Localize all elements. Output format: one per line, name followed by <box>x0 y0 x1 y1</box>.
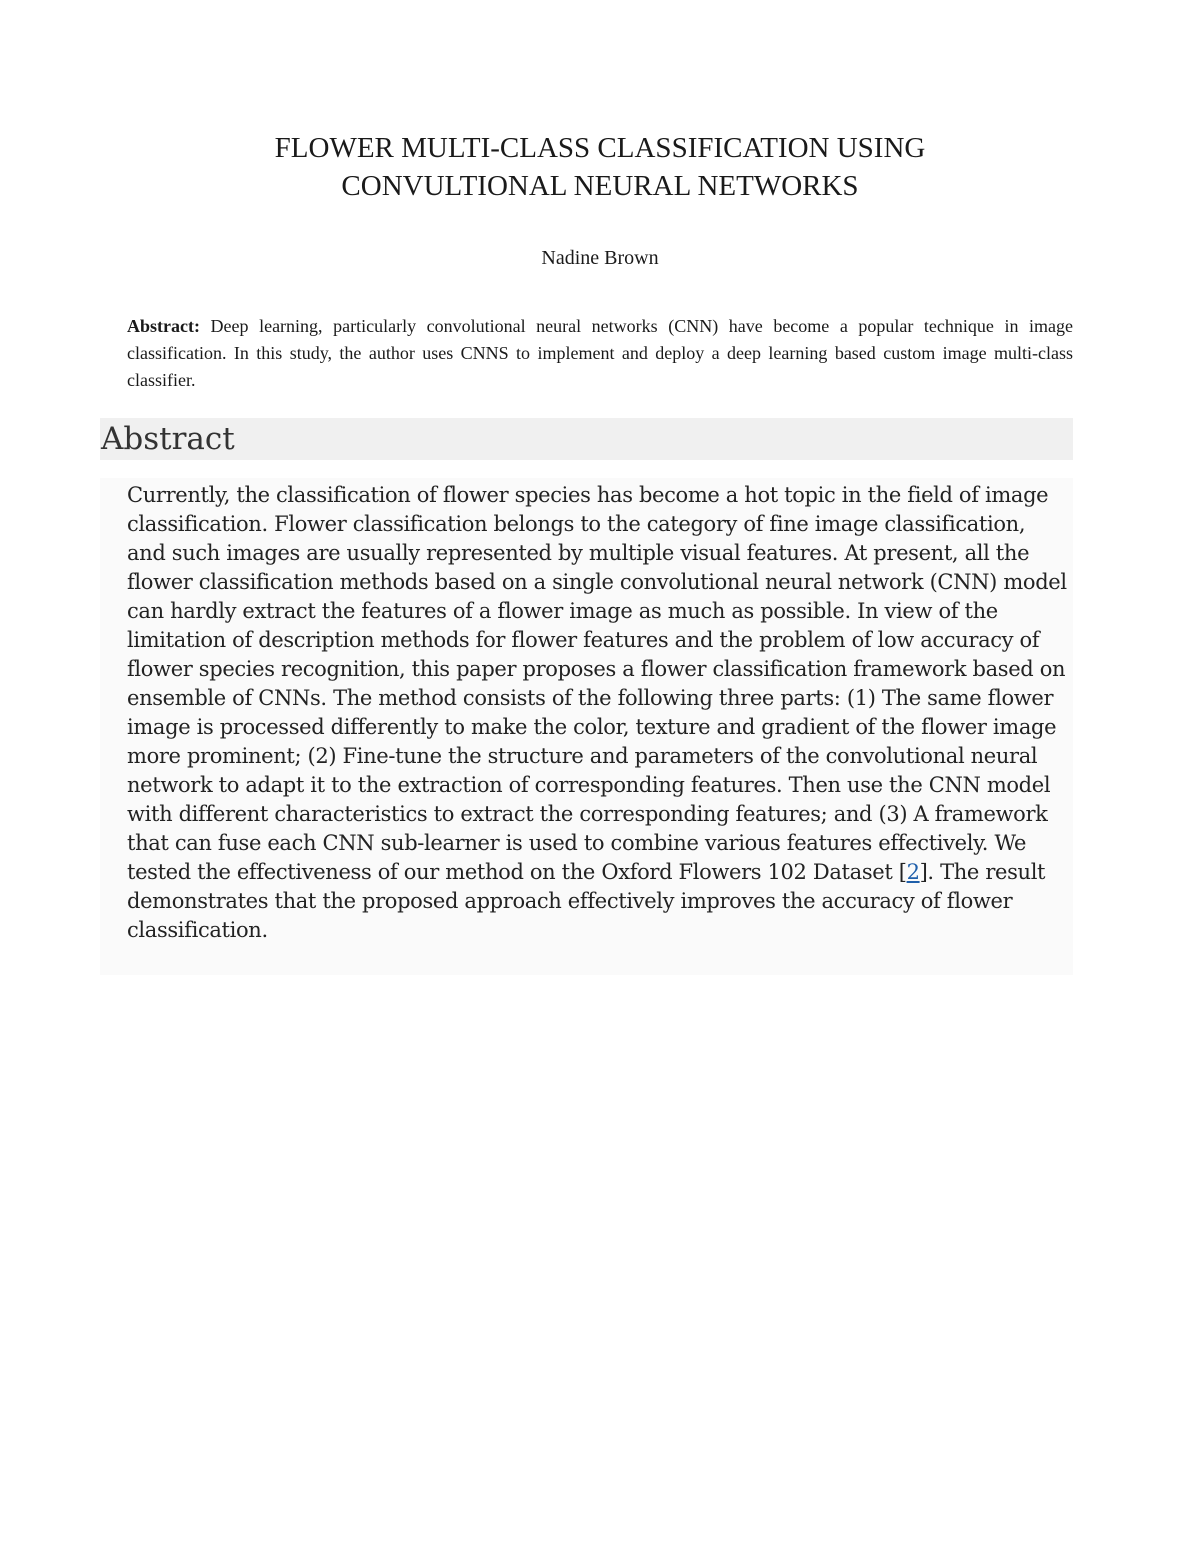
body-text-after-citation: ]. The result demonstrates that the proposed approach effectively improves the accuracy of flower classification. <box>127 860 1046 942</box>
short-abstract-label: Abstract: <box>127 316 200 336</box>
document-title-line-2: CONVULTIONAL NEURAL NETWORKS <box>341 170 859 202</box>
short-abstract-text: Deep learning, particularly convolutional neural networks (CNN) have become a popular technique in image classification. In this study, the author uses CNNS to implement and deploy a deep learning based custom image multi-class classifier. <box>127 316 1073 390</box>
document-title-line-1: FLOWER MULTI-CLASS CLASSIFICATION USING <box>274 132 926 164</box>
body-text-before-citation: Currently, the classification of flower species has become a hot topic in the field of image classification. Flower classification belongs to the category of fine image classification, and such images are usually represented by multiple visual features. At present, all the flower classification methods based on a single convolutional neural network (CNN) model can hardly extract the features of a flower image as much as possible. In view of the limitation of description methods for flower features and the problem of low accuracy of flower species recognition, this paper proposes a flower classification framework based on ensemble of CNNs. The method consists of the following three parts: (1) The same flower image is processed differently to make the color, texture and gradient of the flower image more prominent; (2) Fine-tune the structure and parameters of the convolutional neural network to adapt it to the extraction of corresponding features. Then use the CNN model with different characteristics to extract the corresponding features; and (3) A framework that can fuse each CNN sub-learner is used to combine various features effectively. We tested the effectiveness of our method on the Oxford Flowers 102 Dataset [ <box>127 483 1067 884</box>
section-body <box>100 478 1073 975</box>
short-abstract-paragraph <box>127 313 1073 394</box>
author-name: Nadine Brown <box>541 247 659 269</box>
section-body-paragraph <box>127 481 1069 945</box>
section-heading-abstract: Abstract <box>100 418 1073 460</box>
document-title <box>0 129 1200 205</box>
citation-link[interactable]: 2 <box>906 860 920 884</box>
